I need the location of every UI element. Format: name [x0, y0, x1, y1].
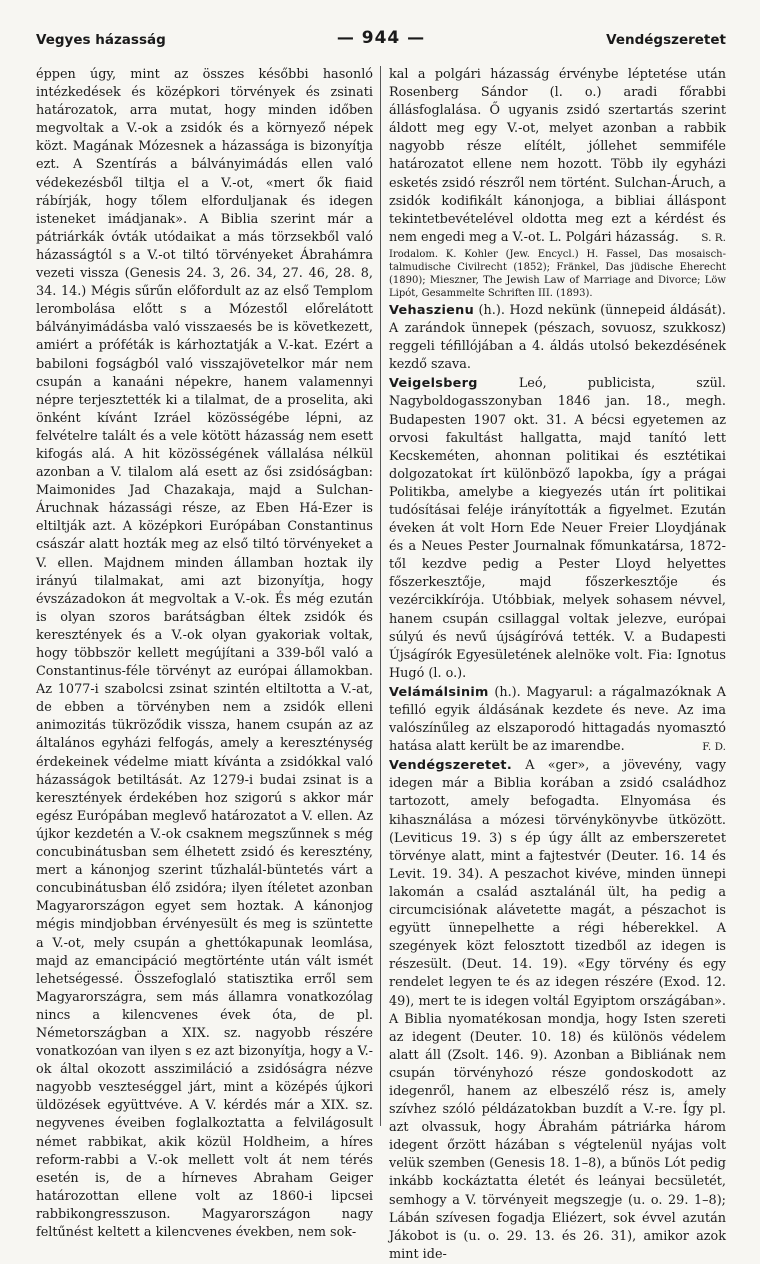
entry-vehaszienu	[389, 302, 726, 374]
page-number: — 944 —	[336, 28, 426, 48]
left-column	[36, 66, 373, 1240]
bibliography: Irodalom. K. Kohler (Jew. Encycl.) H. Fassel, Das mosaisch-talmudische Civilrecht (1852); Fränkel, Das jüdische Eherecht (1890); Mieszner, The Jewish Law of Marriage and Divorce; Löw Lipót, Gesammelte Schriften III. (1893).	[389, 248, 726, 299]
entry-veigelsberg	[389, 375, 726, 683]
headword: Vehaszienu	[389, 302, 474, 318]
author-signature: F. D.	[702, 741, 726, 754]
running-head-right: Vendégszeretet	[606, 32, 726, 48]
entry-vendegszeretet	[389, 757, 726, 1264]
headword: Vendégszeretet.	[389, 758, 513, 774]
page-header	[36, 28, 726, 52]
running-head-left: Vegyes házasság	[36, 32, 166, 48]
article-continuation: kal a polgári házasság érvénybe léptetése után Rosenberg Sándor (l. o.) aradi főrabbi állásfoglalása. Ő ugyanis zsidó szertartás szerint áldott meg egy V.-ot, melyet azonban a rabbik nagyobb része elítélt, jóllehet semmiféle határozatot ellene nem hozott. Több ily egyházi esketés zsidó részről nem történt. Sulchan-Áruch, a zsidók kodifikált kánonjoga, a bibliai álláspont tekintetbevételével oldotta meg ezt a kérdést és nem engedi meg a V.-ot. L. Polgári házasság.	[389, 67, 726, 245]
article-text: éppen úgy, mint az összes későbbi hasonló intézkedések és középkori törvények és zsinati határozatok, arra mutat, hogy minden időben megvoltak a V.-ok a zsidók és a környező népek közt. Magának Mózesnek a házassága is bizonyítja ezt. A Szentírás a bálványimádás ellen való védekezésből tiltja el a V.-ot, «mert ők fiaid rábírják, hogy tőlem elforduljanak és idegen isteneket imádjanak». A Biblia szerint már a pátriárkák óvták utódaikat a más törzsekből való házasságtól s a V.-ot tiltó törvényeket Ábrahámra vezeti vissza (Genesis 24. 3, 26. 34, 27. 46, 28. 8, 34. 14.) Mégis sűrűn előfordult az az első Templom lerombolása előtt s a Mózestől előrelátott bálványimádásba való visszaesés be is következett, amiért a próféták is kárhoztatják a V.-kat. Ezért a babiloni fogságból való visszajövetelkor már nem csupán a kanaáni népekre, hanem valamennyi népre terjesztették ki a tilalmat, de a proselita, aki önként kívánt Izráel közösségébe lépni, az felvételre talált és a vele kötött házasság nem esett kifogás alá. A hit közösségének vállalása nélkül azonban a V. tilalom alá esett az ősi zsidóságban: Maimonides Jad Chazakaja, majd a Sulchan-Áruchnak házassági része, az Eben Há-Ezer is eltiltják azt. A középkori Európában Constantinus császár alatt hozták meg az első tiltó törvényeket a V. ellen. Majdnem minden államban hoztak ily irányú tilalmakat, ami azt bizonyítja, hogy évszázadokon át megvoltak a V.-ok. És még ezután is olyan szoros barátságban éltek zsidók és keresztények és a V.-ok olyan gyakoriak voltak, hogy többször kellett megújítani a 339-ből való a Constantinus-féle törvényt az európai államokban. Az 1077-i szabolcsi zsinat szintén eltiltotta a V.-at, de ebben a törvényben nem a zsidók elleni animozitás tükröződik vissza, hanem csupán az az általános egyházi felfogás, amely a kereszténység érdekeinek védelme miatt kívánta a zsidókkal való házasságok betiltását. Az 1279-i budai zsinat is a keresztények érdekében hoz szigorú s akkor már egész Európában meglevő határozatot a V. ellen. Az újkor kezdetén a V.-ok csaknem megszűnnek s még concubinátusban sem élhetett zsidó és keresztény, mert a kánonjog szerint tűzhalál-büntetés várt a concubinátusban élő zsidóra; ilyen ítéletet azonban Magyarországon egyet sem hoztak. A kánonjog mégis mindjobban érvényesült és meg is szüntette a V.-ot, mely csupán a ghettókapunak leomlása, majd az emancipáció megtörténte után vált ismét lehetségessé. Összefoglaló statisztika erről sem Magyarországra, sem más államra vonatkozólag nincs a kilencvenes évek óta, de pl. Németországban a XIX. sz. nagyobb részére vonatkozóan van ilyen s ez azt bizonyítja, hogy a V.-ok által okozott asszimiláció a zsidóságra nézve nagyobb veszteséggel járt, mint a középés újkori üldözések együttvéve. A V. kérdés már a XIX. sz. negyvenes éveiben foglalkoztatta a felvilágosult német rabbikat, akik közül Holdheim, a híres reform-rabbi a V.-ok mellett volt át nem térés esetén is, de a hírneves Abraham Geiger határozottan ellene volt az 1860-i lipcsei rabbikongresszuson. Magyarországon nagy feltűnést keltett a kilencvenes években, nem sok-	[36, 67, 373, 1240]
column-divider	[380, 66, 381, 1126]
headword: Velámálsinim	[389, 684, 489, 700]
entry-body: A «ger», a jövevény, vagy idegen már a Biblia korában a zsidó családhoz tartozott, amely befogadta. Elnyomása és kihasználása a mózesi törvénykönyvbe ütközött. (Leviticus 19. 3) s ép úgy állt az emberszeretet törvénye alatt, mint a fajtestvér (Deuter. 16. 14 és Levit. 19. 34). A peszachot kivéve, minden ünnepi lakomán a család asztalánál ült, ha pedig a circumcisiónak alávetette magát, a pészachot is együtt ünnepelhette a régi héberekkel. A szegények közt felosztott tizedből az idegen is részesült. (Deut. 14. 19). «Egy törvény és egy rendelet legyen te és az idegen részére (Exod. 12. 49), mert te is idegen voltál Egyiptom országában». A Biblia nyomatékosan mondja, hogy Isten szereti az idegent (Deuter. 10. 18) és különös védelem alatt áll (Zsolt. 146. 9). Azonban a Bibliának nem csupán törvényhozó része gondoskodott az idegenről, hanem az elbeszélő rész is, amely szívhez szóló példázatokban buzdít a V.-re. Így pl. azt olvassuk, hogy Ábrahám pátriárka három idegent őrzött házában s végtelenül nyájas volt velük szemben (Genesis 18. 1–8), a bűnös Lót pedig inkább kockáztatta életét és leányai becsületét, semhogy a V. törvényeit megszegje (u. o. 29. 1–8); Lábán szívesen fogadja Eliézert, sok évvel azután Jákobot is (u. o. 29. 13. és 26. 31), amikor azok mint ide-	[389, 758, 726, 1262]
entry-body: (h.). Hozd nekünk (ünnepeid áldását). A zarándok ünnepek (pészach, sovuosz, szukkosz) reggeli téfillójában a 4. áldás utolsó bekezdésének kezdő szava.	[389, 302, 726, 373]
author-signature: S. R.	[701, 231, 726, 244]
right-column	[389, 66, 726, 1262]
article-text-continued	[389, 66, 726, 247]
entry-velamalsinim	[389, 684, 726, 756]
entry-body: Leó, publicista, szül. Nagyboldogasszonyban 1846 jan. 18., megh. Budapesten 1907 okt. 31. A bécsi egyetemen az orvosi fakultást hallgatta, majd tanító lett Kecskeméten, ahonnan politikai és esztétikai dolgozatokat írt különböző lapokba, így a prágai Politikba, amelybe a kiegyezés után írt politikai tudósításai feléje irányították a figyelmet. Ezután éveken át volt Horn Ede Neuer Freier Lloydjának és a Neues Pester Journalnak főmunkatársa, 1872-től kezdve pedig a Pester Lloyd helyettes főszerkesztője, majd főszerkesztője és vezércikkírója. Utóbbiak, melyek sohasem névvel, hanem csupán csillaggal voltak jelezve, európai súlyú és nevű újságíróvá tették. V. a Budapesti Újságírók Egyesületének alelnöke volt. Fia: Ignotus Hugó (l. o.).	[389, 376, 726, 681]
entry-body: (h.). Magyarul: a rágalmazóknak A tefilló egyik áldásának kezdete és neve. Az ima valószínűleg az elszaporodó hittagadás nyomasztó hatása alatt került be az imarendbe.	[389, 684, 726, 755]
headword: Veigelsberg	[389, 376, 478, 392]
